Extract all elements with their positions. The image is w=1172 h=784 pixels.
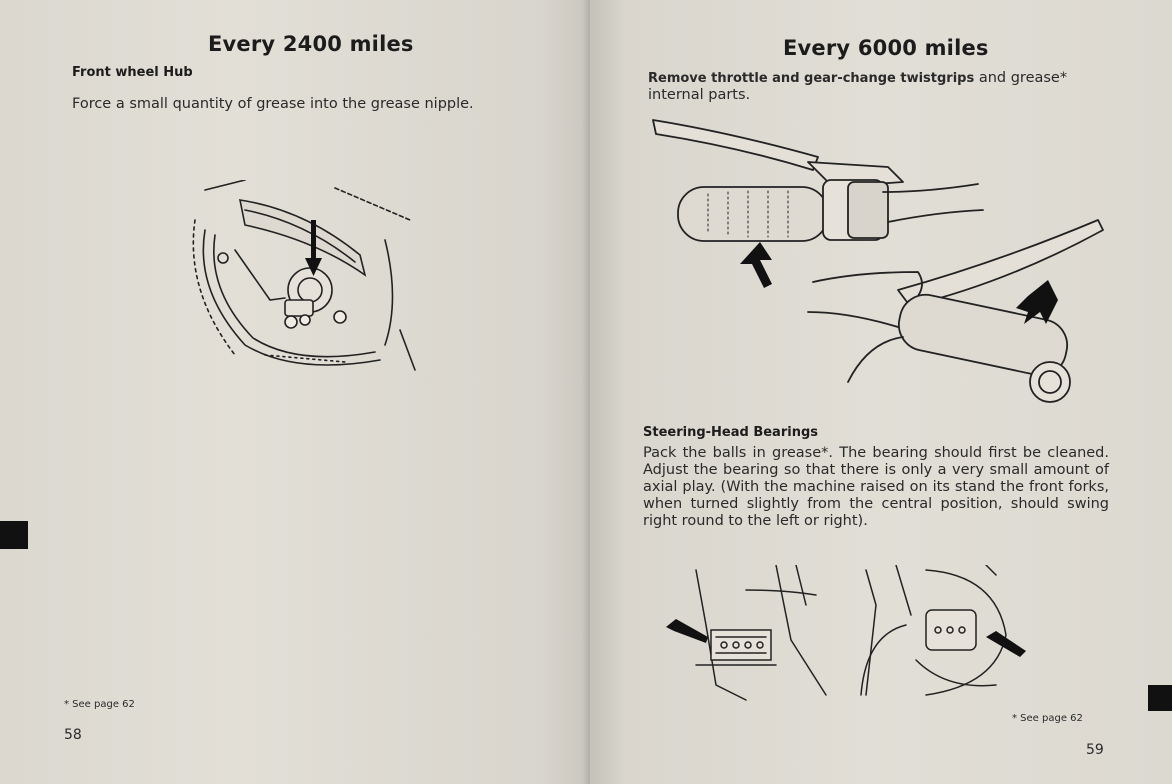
left-page-number: 58 [64, 727, 82, 743]
right-page-number: 59 [1086, 742, 1104, 758]
right-page-heading: Every 6000 miles [783, 36, 989, 60]
left-page-heading: Every 2400 miles [208, 32, 414, 56]
front-wheel-hub-title: Front wheel Hub [72, 65, 193, 80]
twistgrip-instructions-rest: and grease* internal parts. [648, 70, 1068, 103]
right-page-footnote: * See page 62 [1012, 713, 1083, 724]
twistgrip-illustration [648, 112, 1108, 412]
steering-head-bearings-illustration [666, 565, 1076, 705]
front-wheel-hub-illustration [185, 180, 425, 380]
front-wheel-hub-instructions: Force a small quantity of grease into the grease nipple. [72, 96, 474, 112]
twistgrip-instructions-bold: Remove throttle and gear-change twistgrips [648, 71, 975, 86]
steering-head-bearings-title: Steering-Head Bearings [643, 425, 818, 440]
left-page-footnote: * See page 62 [64, 699, 135, 710]
right-thumb-tab [1148, 685, 1172, 711]
steering-head-bearings-instructions: Pack the balls in grease*. The bearing should first be cleaned. Adjust the bearing so that there is only a very small amount of axial play. (With the machine raised on its stand the front forks, when turned slightly from the central position, should swing right round to the left or right). [643, 445, 1109, 529]
right-page [590, 0, 1172, 784]
twistgrip-instructions [648, 70, 1118, 104]
left-thumb-tab [0, 521, 28, 549]
